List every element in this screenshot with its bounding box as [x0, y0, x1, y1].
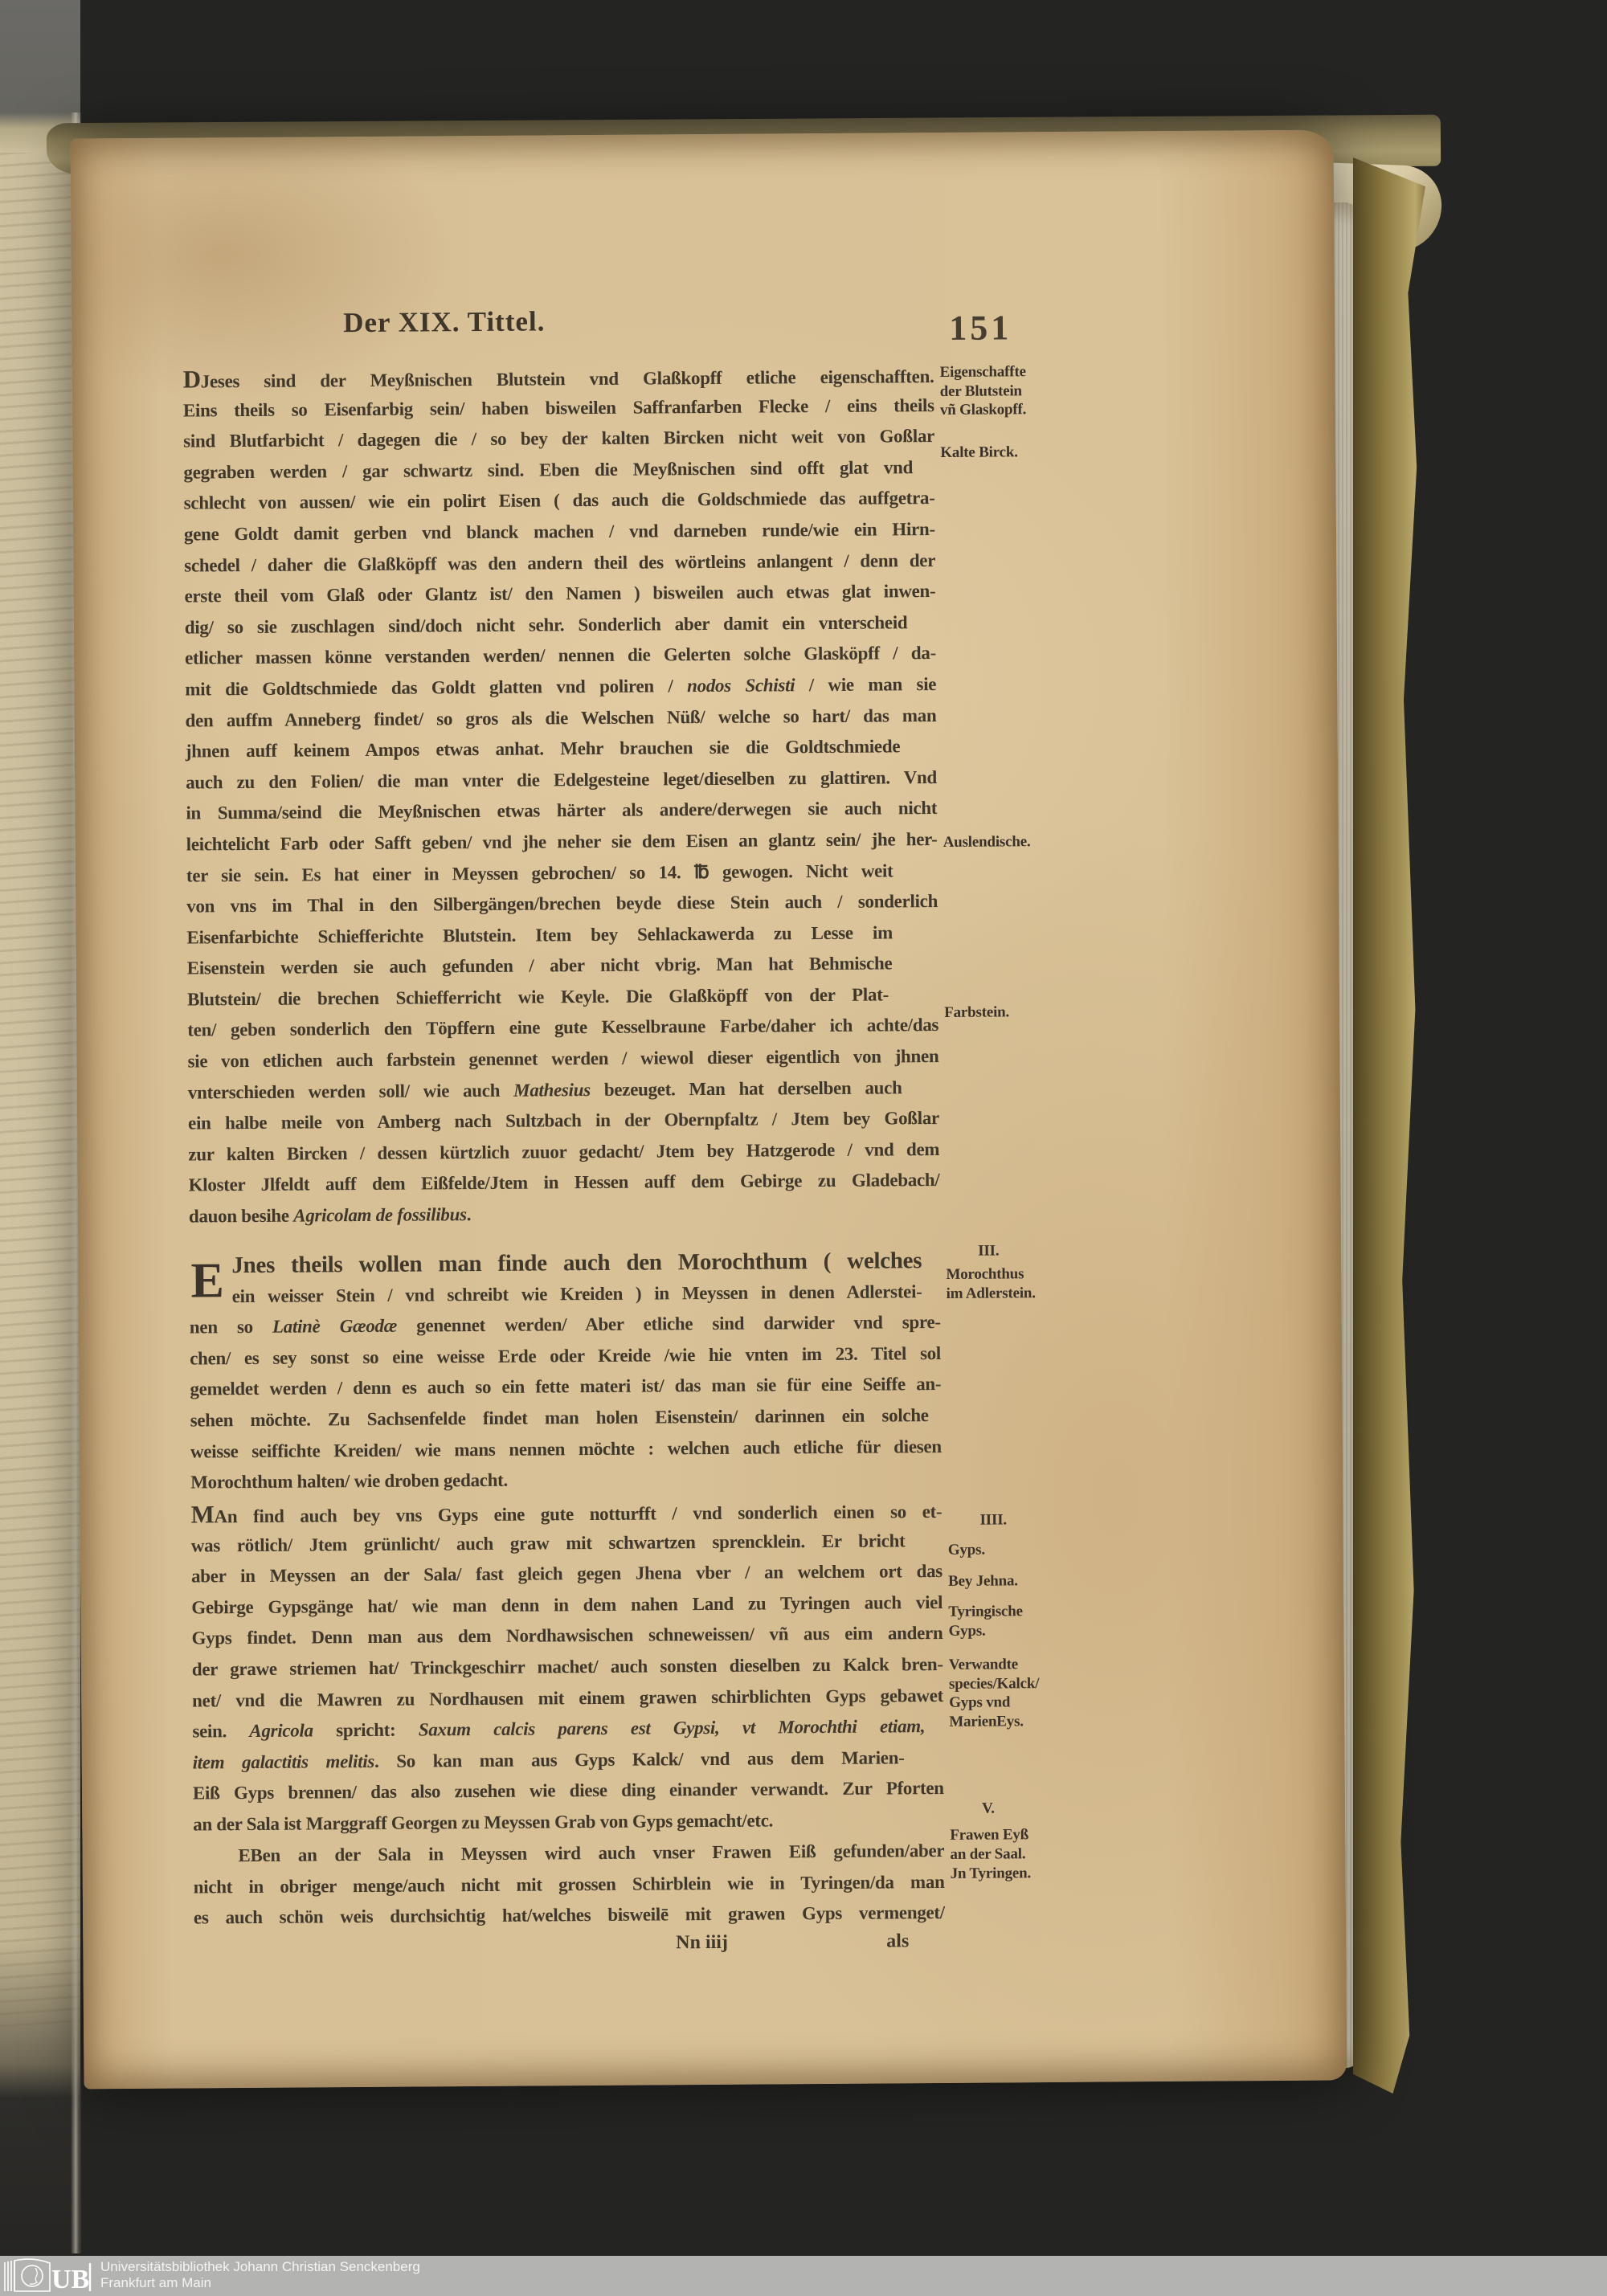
text-line: Jnes theils wollen man finde auch den Morochthum ( welches — [231, 1248, 922, 1279]
margin-note: Morochthus im Adlerstein. — [946, 1265, 1036, 1302]
book-page — [71, 130, 1347, 2090]
text-line: nen so Latinè Gæodæ genennet werden/ Aber etliche sind darwider vnd spre- — [189, 1312, 941, 1338]
text-line: etlicher massen könne verstanden werden/ nennen die Gelerten solche Glasköpff / da- — [184, 643, 936, 668]
margin-note: V. — [982, 1800, 995, 1817]
paragraph — [189, 1245, 942, 1498]
signature-row — [194, 1930, 945, 1968]
text-line: net/ vnd die Mawren zu Nordhausen mit einem grawen schirblichten Gyps gebawet — [192, 1685, 944, 1711]
text-line: sind Blutfarbicht / dagegen die / so bey der kalten Bircken nicht weit von Goßlar — [183, 426, 935, 451]
text-line: nicht in obriger menge/auch nicht mit grossen Schirblein wie in Tyringen/da man — [193, 1871, 945, 1898]
text-line: item galactitis melitis. So kan man aus Gyps Kalck/ vnd aus dem Marien- — [192, 1747, 905, 1773]
text-line: leichtelicht Farb oder Safft geben/ vnd jhe neher sie dem Eisen an glantz sein/ jhe her- — [186, 828, 938, 855]
text-line: DJeses sind der Meyßnischen Blutstein vnd Glaßkopff etliche eigenschafften. — [182, 365, 934, 394]
text-line: auch zu den Folien/ die man vnter die Edelgesteine leget/dieselben zu glattiren. Vnd — [186, 766, 938, 793]
paragraph — [193, 1836, 945, 1934]
text-line: ein halbe meile von Amberg nach Sultzbach in der Obernpfaltz / Jtem bey Goßlar — [188, 1108, 940, 1134]
text-line: Kloster Jlfeldt auff dem Eißfelde/Jtem in Hessen auff dem Gebirge zu Gladebach/ — [188, 1170, 940, 1195]
text-line: vnterschieden werden soll/ wie auch Mathesius bezeuget. Man hat derselben auch — [187, 1077, 902, 1103]
margin-note: Frawen Eyß an der Saal. — [950, 1826, 1029, 1863]
text-line: Eins theils so Eisenfarbig sein/ haben bisweilen Saffranfarben Flecke / eins theils — [182, 394, 934, 421]
footer-text — [100, 2259, 420, 2291]
text-line: erste theil vom Glaß oder Glantz ist/ den Namen ) bisweilen auch etwas glat inwen- — [184, 581, 936, 607]
text-line: Gebirge Gypsgänge hat/ wie man denn in dem nahen Land zu Tyringen auch viel — [191, 1591, 943, 1618]
book-cover-edge — [1353, 157, 1425, 2094]
text-line: Eisenstein werden sie auch gefunden / aber nicht vbrig. Man hat Behmische — [186, 953, 893, 978]
margin-note: Verwandte species/Kalck/ Gyps vnd MarienEys. — [948, 1656, 1040, 1730]
margin-notes — [938, 131, 1137, 2083]
margin-note: III. — [978, 1242, 1000, 1260]
margin-note: Jn Tyringen. — [950, 1865, 1032, 1882]
text-line: dauon besihe Agricolam de fossilibus. — [188, 1204, 472, 1227]
text-line: gemeldet werden / denn es auch so ein fette materi ist/ das man sie für eine Seiffe an- — [190, 1374, 942, 1399]
text-line: dig/ so sie zuschlagen sind/doch nicht sehr. Sonderlich aber damit ein vnterscheid — [184, 612, 908, 638]
text-line: an der Sala ist Marggraff Georgen zu Meyssen Grab von Gyps gemacht/etc. — [193, 1810, 774, 1835]
margin-note: Auslendische. — [943, 833, 1031, 851]
text-line: Blutstein/ die brechen Schiefferricht wie Keyle. Die Glaßköpff von der Plat- — [186, 984, 889, 1010]
paragraph — [190, 1494, 944, 1840]
margin-note: Tyringische Gyps. — [948, 1603, 1023, 1640]
adjacent-page-edge — [0, 0, 80, 2256]
paragraph — [183, 359, 941, 1232]
text-line: zur kalten Bircken / dessen kürtzlich zuuor gedacht/ Jtem bey Hatzgerode / vnd dem — [188, 1138, 940, 1165]
margin-note: Bey Jehna. — [948, 1572, 1018, 1590]
svg-text:UB: UB — [51, 2265, 90, 2294]
footer-institution: Universitätsbibliothek Johann Christian Senckenberg — [100, 2259, 420, 2274]
margin-note: Eigenschaffte der Blutstein vñ Glaskopff. — [939, 363, 1027, 419]
text-line: mit die Goldtschmiede das Goldt glatten vnd poliren / nodos Schisti / wie man sie — [185, 673, 937, 700]
text-line: Eisenfarbichte Schiefferichte Blutstein. Item bey Sehlackawerda zu Lesse im — [186, 922, 893, 948]
text-line: der grawe striemen hat/ Trinckgeschirr machet/ auch sonsten dieselben zu Kalck bren- — [191, 1653, 943, 1680]
catchword: als — [886, 1930, 910, 1952]
text-line: sie von etlichen auch farbstein genennet werden / wiewol dieser eigentlich von jhnen — [187, 1046, 939, 1072]
text-line: Morochthum halten/ wie droben gedacht. — [190, 1469, 509, 1493]
text-line: MAn find auch bey vns Gyps eine gute notturfft / vnd sonderlich einen so et- — [190, 1500, 943, 1529]
text-line: von vns im Thal in den Silbergängen/brechen beyde diese Stein auch / sonderlich — [186, 891, 938, 917]
text-line: sehen möchte. Zu Sachsenfelde findet man holen Eisenstein/ darinnen ein solche — [190, 1405, 929, 1431]
text-line: schlecht von aussen/ wie ein polirt Eisen ( das auch die Goldschmiede das auffgetra- — [183, 488, 935, 513]
text-line: EBen an der Sala in Meyssen wird auch vnser Frawen Eiß gefunden/aber — [238, 1840, 945, 1866]
footer-location: Frankfurt am Main — [100, 2275, 211, 2290]
margin-note: Kalte Birck. — [940, 443, 1018, 461]
signature-mark: Nn iiij — [676, 1931, 729, 1954]
drop-cap: E — [190, 1253, 224, 1309]
text-line: es auch schön weis durchsichtig hat/welches bisweilē mit grawen Gyps vermenget/ — [193, 1902, 945, 1928]
library-footer — [0, 2256, 1607, 2296]
text-line: jhnen auff keinem Ampos etwas anhat. Mehr brauchen sie die Goldtschmiede — [185, 736, 901, 762]
margin-note: Farbstein. — [944, 1003, 1010, 1021]
text-line: ten/ geben sonderlich den Töpffern eine gute Kesselbraune Farbe/daher ich achte/das — [187, 1015, 939, 1040]
chapter-heading: Der XIX. Tittel. — [343, 305, 546, 339]
page-number: 151 — [949, 308, 1012, 348]
text-line: schedel / daher die Glaßköpff was den andern theil des wörtleins anlangent / denn der — [184, 549, 936, 576]
margin-note: Gyps. — [947, 1541, 985, 1559]
text-line: ter sie sein. Es hat einer in Meyssen gebrochen/ so 14. ℔ gewogen. Nicht weit — [186, 860, 893, 886]
text-line: den auffm Anneberg findet/ so gros als die Welschen Nüß/ welche so hart/ das man — [185, 705, 937, 731]
text-line: gene Goldt damit gerben vnd blanck machen / vnd darneben runde/wie ein Hirn- — [183, 518, 935, 545]
text-line: aber in Meyssen an der Sala/ fast gleich gegen Jhena vber / an welchem ort das — [190, 1561, 943, 1587]
text-line: weisse seiffichte Kreiden/ wie mans nennen möchte : welchen auch etliche für diesen — [190, 1436, 942, 1462]
text-line: Gyps findet. Denn man aus dem Nordhawsischen schneweissen/ vñ aus eim andern — [191, 1623, 943, 1648]
text-line: ein weisser Stein / vnd schreibt wie Kreiden ) in Meyssen in denen Adlerstei- — [231, 1281, 922, 1306]
text-line: sein. Agricola spricht: Saxum calcis parens est Gypsi, vt Morochthi etiam, — [192, 1716, 926, 1742]
text-line: gegraben werden / gar schwartz sind. Eben die Meyßnischen sind offt glat vnd — [183, 456, 914, 483]
text-line: in Summa/seind die Meyßnischen etwas härter als andere/derwegen sie auch nicht — [186, 798, 938, 823]
text-line: Eiß Gyps brennen/ das also zusehen wie diese ding einander verwandt. Zur Pforten — [192, 1778, 944, 1804]
text-line: chen/ es sey sonst so eine weisse Erde oder Kreide /wie hie vnten im 23. Titel sol — [190, 1342, 942, 1369]
margin-note: IIII. — [979, 1511, 1007, 1529]
body-paragraphs — [182, 133, 947, 2088]
ub-logo — [3, 2258, 93, 2294]
text-line: was rötlich/ Jtem grünlicht/ auch graw mit schwartzen sprencklein. Er bricht — [190, 1530, 906, 1556]
